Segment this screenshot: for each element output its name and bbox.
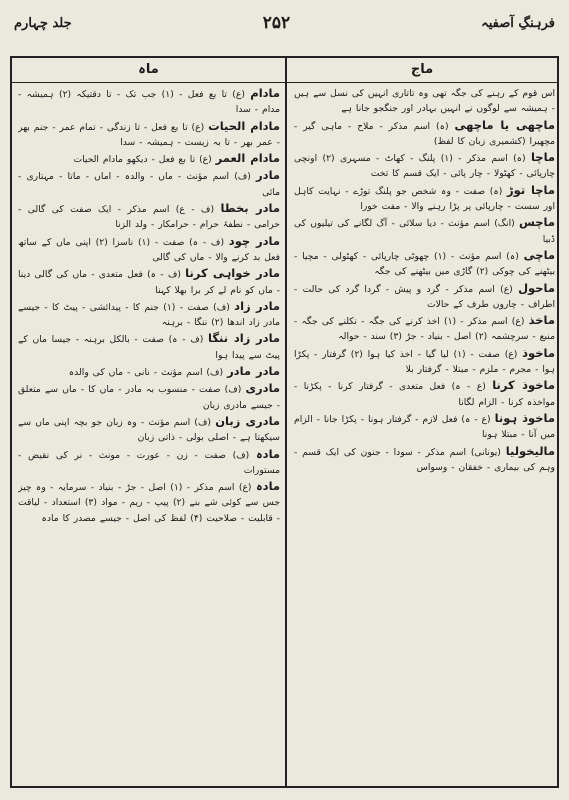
entry-text: (ع - ہ) فعل لازم - گرفتار ہونا - پکڑا جانا - الزام میں آنا - مبتلا ہونا — [294, 413, 555, 441]
dictionary-entry — [18, 331, 280, 363]
entry-text: (ع) تا بع فعل - تا زندگی - تمام عمر - جنم بھر - عمر بھر - تا بہ زیست - ہمیشہ - سدا — [18, 121, 280, 148]
column-divider — [285, 58, 287, 786]
entry-headword: مادہ — [255, 446, 280, 461]
left-column-heading: ماہ — [12, 58, 285, 83]
dictionary-entry — [294, 281, 555, 313]
entry-text: (ف - ہ) صفت - (۱) ناسزا (۲) اپنی ماں کے ساتھ فعل بد کرنے والا - ماں کی گالی — [18, 236, 280, 263]
dictionary-entry — [18, 201, 280, 233]
entry-headword: مادری زبان — [215, 413, 280, 428]
entry-headword: مادام الحیات — [208, 118, 280, 133]
dictionary-entry — [294, 248, 555, 280]
entry-headword: مادر بخطا — [220, 201, 280, 216]
dictionary-entry — [18, 168, 280, 200]
entry-headword: مادہ — [255, 479, 280, 494]
entry-text: (ف - ع) اسم مذکر - ایک صفت کی گالی - حرامی - نطفۂ حرام - حرامکار - ولد الزنا — [18, 204, 280, 231]
entry-text: (ع) اسم مذکر - گرد و پیش - گردا گرد کی حالت - اطراف - چاروں طرف کے حالات — [294, 283, 555, 310]
entry-text: (ہ) اسم مذکر - (۱) پلنگ - کھاٹ - مسہری (۲) اونچی چارپائی - کھٹولا - چار پائی - ایک قسم کا تخت — [294, 153, 555, 180]
book-title: فرہنگِ آصفیہ — [481, 15, 555, 31]
entry-text: (ع) صفت - (۱) لیا گیا - اخذ کیا ہوا (۲) گرفتار - پکڑا ہوا - مجرم - ملزم - مبتلا - گرفتار بلا — [294, 348, 555, 376]
entry-text: (ع) تا بع فعل - (۱) جب تک - تا دقتیکہ (۲) ہمیشہ - مدام - سدا — [18, 89, 280, 116]
entry-text: (ف) صفت - منسوب بہ مادر - ماں کا - ماں سے متعلق - جیسے مادری زبان — [18, 384, 280, 411]
entry-headword: ماحول — [518, 280, 555, 295]
entry-headword: ماچا — [530, 150, 555, 165]
entry-text: (ع - ہ) فعل متعدی - گرفتار کرنا - پکڑنا - مواخذہ کرنا - الزام لگانا — [294, 381, 555, 408]
dictionary-entry — [294, 183, 555, 215]
dictionary-entry — [18, 86, 280, 118]
entry-headword: ماچس — [519, 215, 555, 230]
entry-text: (ف) صفت - زن - عورت - مونث - نر کی نقیض - مستورات — [18, 449, 280, 476]
dictionary-entry — [18, 479, 280, 526]
entry-headword: ماخوذ — [522, 345, 555, 360]
dictionary-entry — [18, 447, 280, 479]
left-column — [18, 86, 280, 780]
entry-text: (انگ) اسم مؤنث - دیا سلائی - آگ لگانے کی تیلیوں کی ڈبیا — [294, 218, 555, 245]
right-column-heading: ماج — [287, 58, 557, 83]
dictionary-entry — [294, 86, 555, 117]
entry-headword: ماخذ — [528, 313, 555, 328]
dictionary-entry — [18, 299, 280, 331]
entry-text: (یونانی) اسم مذکر - سودا - جنون کی ایک قسم - وہم کی بیماری - خفقان - وسواس — [294, 446, 555, 473]
entry-headword: مادر — [256, 168, 280, 183]
entry-text: اس قوم کے رہنے کی جگہ تھی وہ تاتاری انہیں کی نسل سے ہیں - ہمیشہ سے لوگوں نے انہیں بہادر اور جنگجو جانا ہے — [294, 88, 555, 115]
dictionary-entry — [18, 234, 280, 266]
entry-text: (ہ) اسم مؤنث - (۱) چھوٹی چارپائی - کھٹولی - مچیا - بیٹھنے کی چوکی (۲) گاڑی میں بیٹھنے کی جگہ — [294, 250, 555, 278]
entry-text: (ہ) اسم مذکر - ملاح - ماہی گیر - مچھیرا (کشمیری زبان کا لفظ) — [294, 120, 555, 147]
dictionary-entry — [294, 215, 555, 247]
entry-headword: مادر زاد ننگا — [208, 331, 280, 346]
entry-headword: مادام — [250, 86, 280, 100]
entry-headword: مادر زاد — [234, 298, 280, 313]
dictionary-entry — [294, 378, 555, 410]
dictionary-entry — [18, 119, 280, 151]
dictionary-entry — [294, 118, 555, 150]
dictionary-entry — [294, 411, 555, 443]
entry-headword: ماچھی یا ماچھی — [454, 117, 555, 132]
entry-headword: مادر خواہی کرنا — [185, 266, 280, 281]
entry-text: (ع) اسم مذکر - (۱) اخذ کرنے کی جگہ - نکلنے کی جگہ - منبع - سرچشمہ (۲) اصل - بنیاد - جڑ (۳) سند - حوالہ — [294, 316, 555, 343]
dictionary-entry — [18, 151, 280, 167]
entry-headword: ماچا توڑ — [507, 182, 555, 197]
entry-headword: مادر چود — [228, 233, 280, 248]
entry-headword: ماچی — [523, 247, 555, 262]
dictionary-entry — [294, 346, 555, 378]
right-column — [294, 86, 555, 780]
entry-text: (ف - ہ) فعل متعدی - ماں کی گالی دینا - ماں کو نام لے کر برا بھلا کہنا — [18, 269, 280, 296]
entry-text: (ف - ہ) صفت - بالکل برہنہ - جیسا ماں کے پیٹ سے پیدا ہوا — [18, 334, 280, 361]
volume-label: جلد چہارم — [14, 15, 72, 31]
entry-text: (ہ) صفت - وہ شخص جو پلنگ توڑے - نہایت کاہل اور سست - چارپائی پر پڑا رہنے والا - مفت خورا — [294, 185, 555, 213]
dictionary-entry — [18, 266, 280, 298]
entry-text: (ع) تا بع فعل - دیکھو مادام الحیات — [73, 154, 212, 166]
dictionary-entry — [18, 364, 280, 380]
dictionary-entry — [18, 381, 280, 413]
dictionary-entry — [294, 313, 555, 345]
entry-headword: مادام العمر — [215, 151, 280, 166]
entry-text: (ف) اسم مؤنث - ماں - والدہ - اماں - ماتا - مہتاری - مائی — [18, 171, 280, 198]
page-frame — [10, 56, 559, 788]
dictionary-entry — [294, 150, 555, 182]
entry-text: (ع) اسم مذکر - (۱) اصل - جڑ - بنیاد - سرمایہ - وہ چیز جس سے کوئی شے بنے (۲) پیپ - ریم - مواد (۳) استعداد - لیاقت - قابلیت - صلاحیت (۴) لفظ کی اصل - جیسے مصدر کا مادہ — [18, 482, 280, 524]
entry-headword: ماخوذ کرنا — [492, 378, 555, 393]
entry-headword: مادر مادر — [227, 364, 280, 379]
entry-headword: مادری — [245, 381, 280, 396]
entry-text: (ف) اسم مؤنث - وہ زبان جو بچہ اپنی ماں سے سیکھتا ہے - اصلی بولی - ذاتی زبان — [18, 416, 280, 444]
page-number: ۲۵۲ — [262, 13, 291, 33]
entry-headword: ماخوذ ہونا — [494, 410, 555, 425]
entry-text: (ف) اسم مؤنث - نانی - ماں کی والدہ — [68, 367, 224, 379]
page-header — [14, 8, 555, 38]
entry-headword: مالیخولیا — [505, 443, 555, 458]
dictionary-entry — [18, 414, 280, 446]
entry-text: (ف) صفت - (۱) جنم کا - پیدائشی - پیٹ کا - جیسے مادر زاد اندھا (۲) ننگا - برہنہ — [18, 301, 280, 329]
dictionary-entry — [294, 444, 555, 476]
